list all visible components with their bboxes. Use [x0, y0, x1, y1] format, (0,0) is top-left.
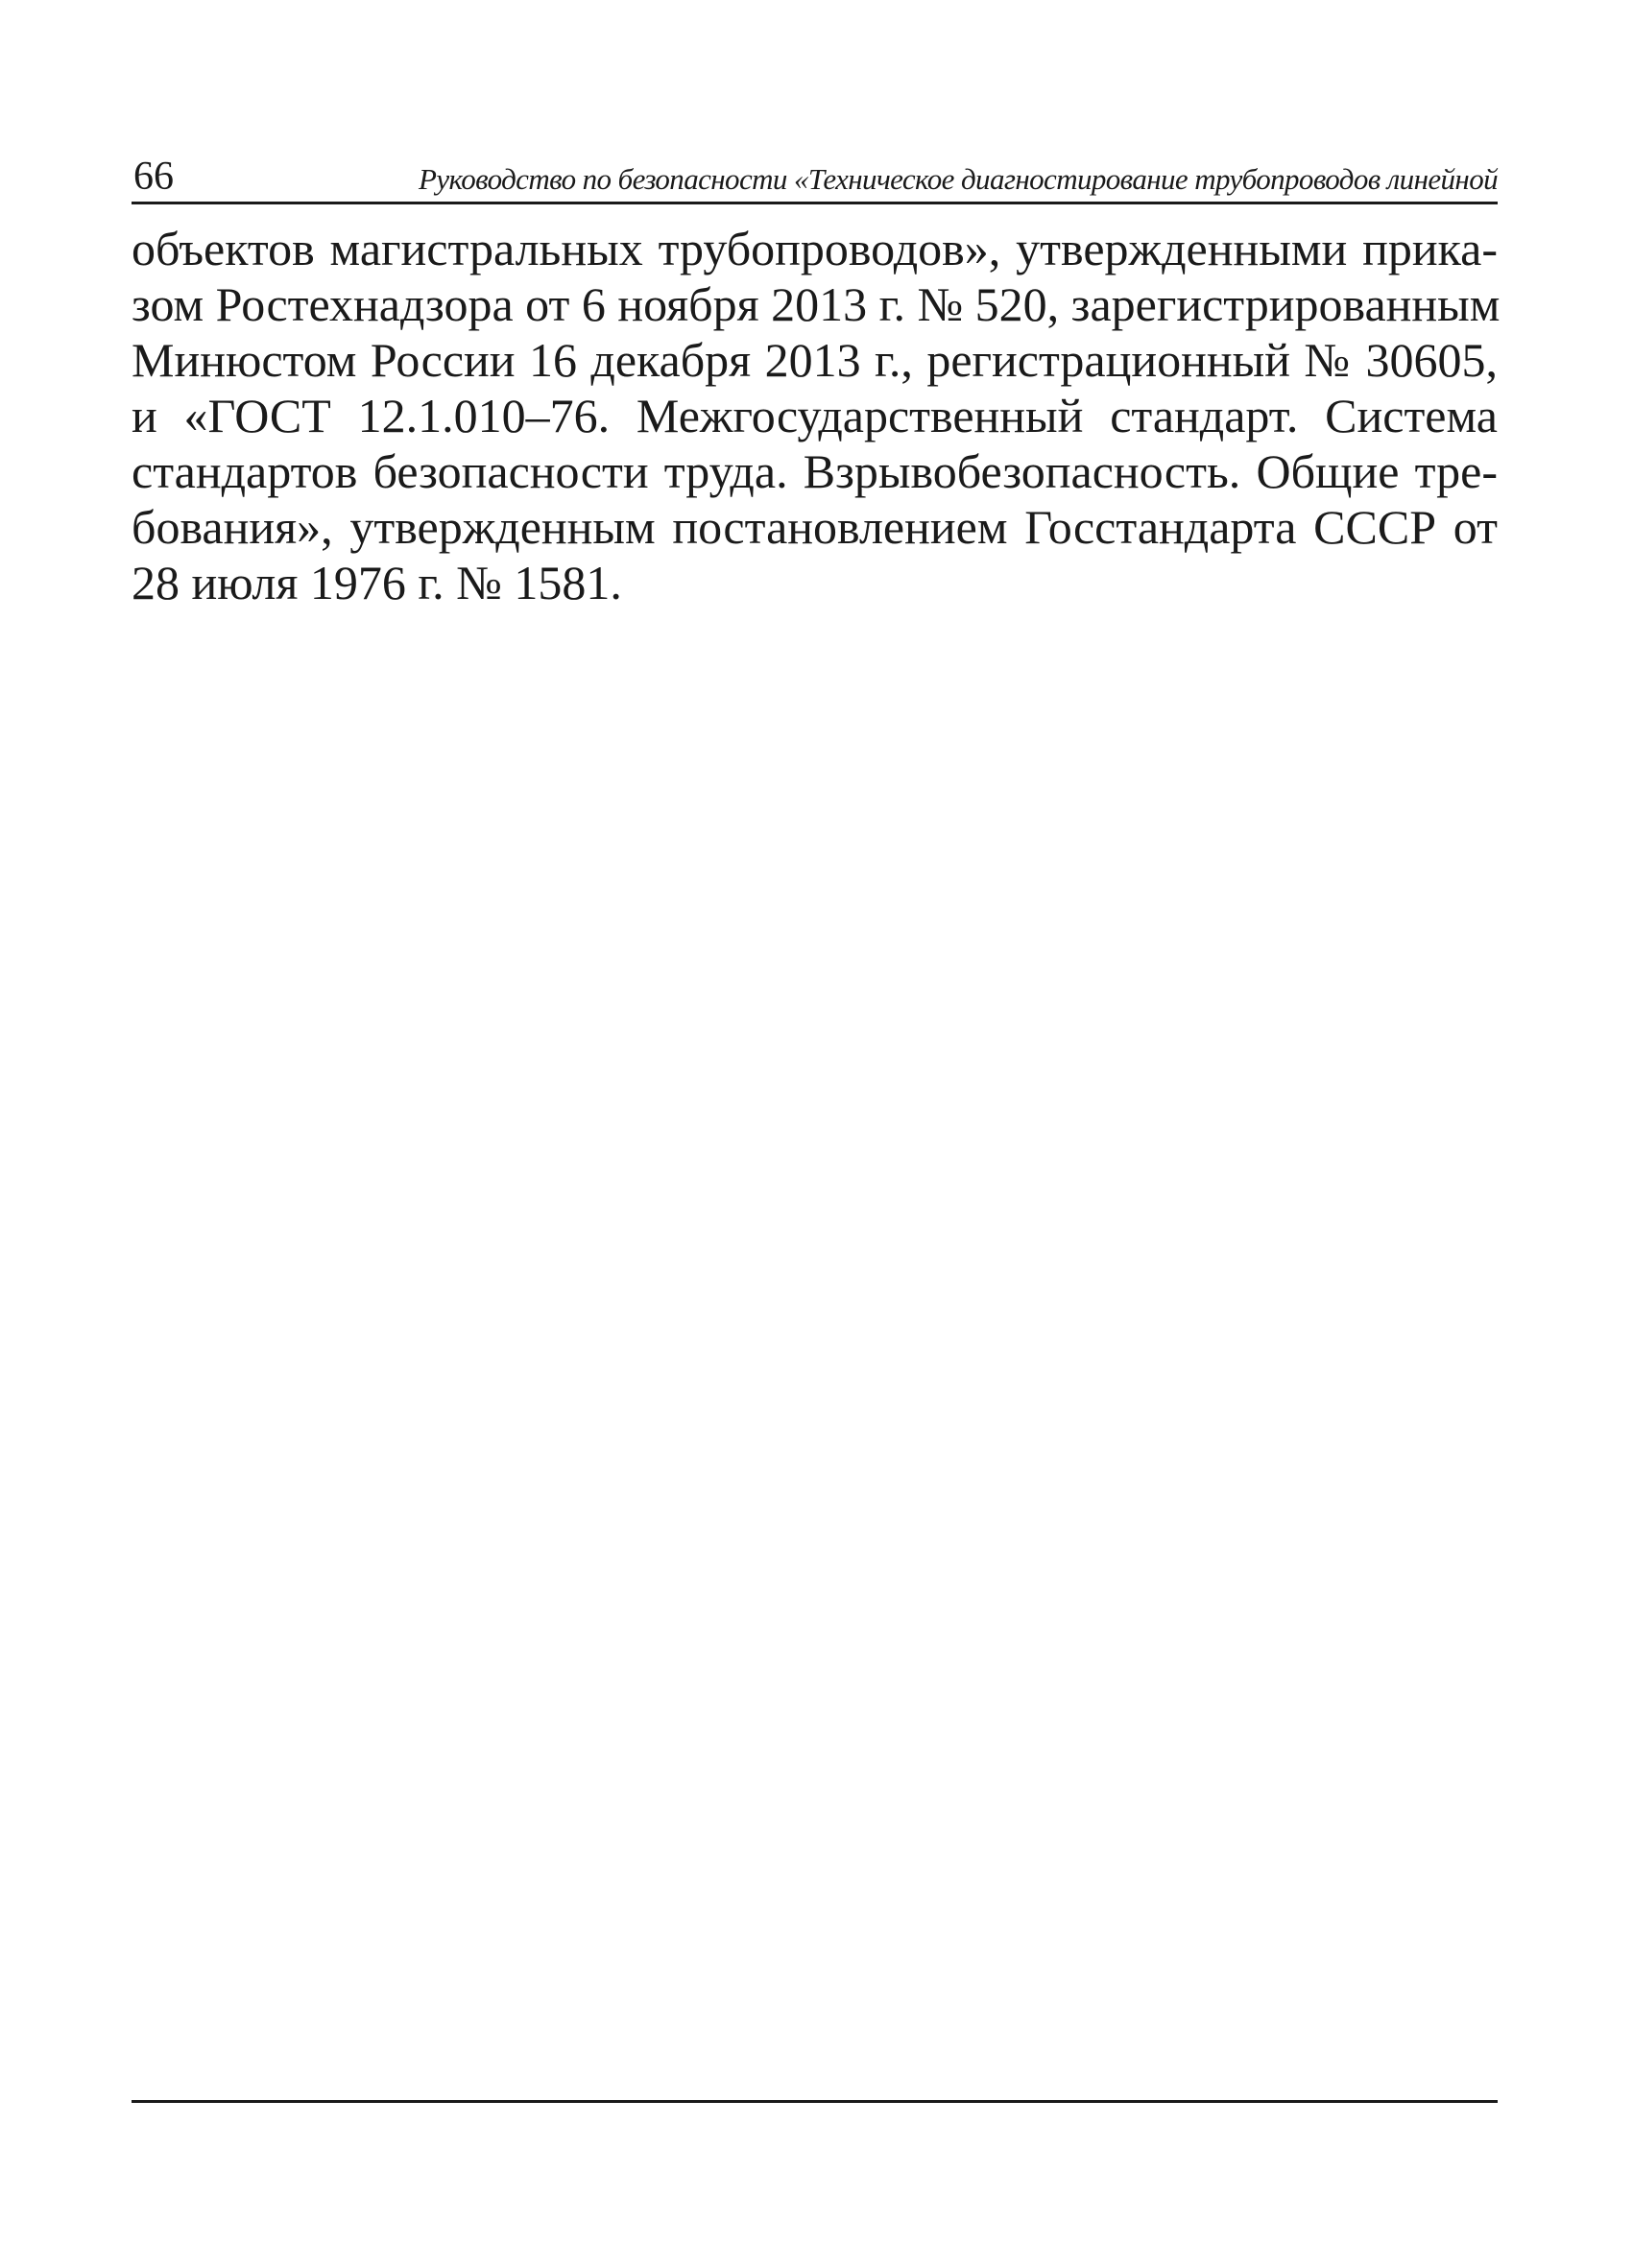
paragraph-line: стандартов безопасности труда. Взрывобезопасность. Общие тре- — [132, 444, 1498, 498]
running-header — [132, 154, 1498, 204]
footer-rule — [132, 2100, 1498, 2103]
running-title: Руководство по безопасности «Техническое диагностирование трубопроводов линейной — [419, 162, 1498, 196]
body-paragraph — [132, 221, 1501, 610]
paragraph-line: объектов магистральных трубопроводов», утвержденными прика- — [132, 222, 1498, 275]
paragraph-line: 28 июля 1976 г. № 1581. — [132, 556, 622, 609]
paragraph-line: Минюстом России 16 декабря 2013 г., регистрационный № 30605, — [132, 333, 1498, 387]
paragraph-line: бования», утвержденным постановлением Госстандарта СССР от — [132, 500, 1498, 554]
paragraph-line: зом Ростехнадзора от 6 ноября 2013 г. № 520, зарегистрированным — [132, 277, 1501, 331]
paragraph-line: и «ГОСТ 12.1.010–76. Межгосударственный стандарт. Система — [132, 389, 1498, 442]
page-number: 66 — [133, 155, 174, 199]
